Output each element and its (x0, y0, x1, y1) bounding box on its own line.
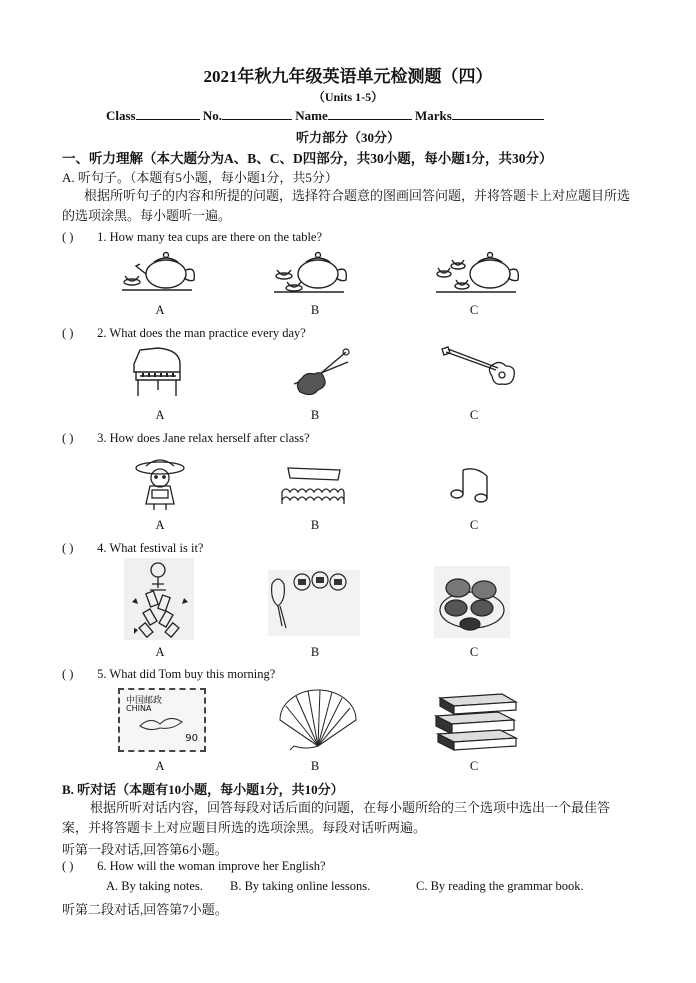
q6-choice-c[interactable]: C. By reading the grammar book. (416, 879, 584, 893)
answer-paren[interactable]: ( ) (62, 230, 74, 244)
question-text: 3. How does Jane relax herself after class? (97, 431, 310, 445)
question-5 (62, 667, 275, 682)
option-b-label: B (310, 645, 320, 659)
question-text: 2. What does the man practice every day? (97, 326, 306, 340)
marks-label: Marks (415, 108, 452, 123)
question-text: 4. What festival is it? (97, 541, 204, 555)
guitar-icon[interactable] (440, 346, 520, 396)
piano-icon[interactable] (128, 346, 188, 400)
stamp-country-en: CHINA (126, 704, 152, 713)
answer-paren[interactable]: ( ) (62, 859, 74, 873)
option-c-label: C (469, 759, 479, 773)
listening-section-title: 听力部分（30分） (295, 130, 400, 145)
question-3 (62, 431, 310, 446)
dialog-1-instruction: 听第一段对话,回答第6小题。 (62, 842, 228, 857)
question-text: 5. What did Tom buy this morning? (97, 667, 276, 681)
no-label: No. (202, 108, 223, 123)
student-info-line (106, 107, 544, 124)
question-2 (62, 326, 306, 341)
q6-choice-a[interactable]: A. By taking notes. (106, 879, 203, 893)
option-a-label: A (155, 518, 165, 532)
option-b-label: B (310, 759, 320, 773)
option-a-label: A (155, 645, 165, 659)
option-c-label: C (469, 518, 479, 532)
teapot-one-cup-icon[interactable] (118, 246, 198, 294)
mooncakes-icon[interactable] (434, 566, 510, 638)
option-b-label: B (310, 518, 320, 532)
question-text: 1. How many tea cups are there on the table? (97, 230, 323, 244)
part-one-heading: 一、听力理解（本大题分为A、B、C、D四部分，共30小题，每小题1分，共30分） (62, 151, 553, 166)
firecrackers-icon[interactable] (124, 558, 194, 640)
part-a-title: A. 听句子。（本题有5小题，每小题1分，共5分） (62, 170, 338, 185)
answer-paren[interactable]: ( ) (62, 326, 74, 340)
option-c-label: C (469, 303, 479, 317)
part-b-instructions: 根据所听对话内容，回答每段对话后面的问题，在每小题所给的三个选项中选出一个最佳答案，并将答题卡上对应题目所选的选项涂黑。每段对话听两遍。 (62, 800, 611, 835)
teapot-two-cups-icon[interactable] (270, 246, 350, 296)
option-c-label: C (469, 408, 479, 422)
question-6 (62, 859, 326, 874)
class-label: Class (106, 108, 136, 123)
teapot-three-cups-icon[interactable] (432, 246, 522, 296)
answer-paren[interactable]: ( ) (62, 667, 74, 681)
marks-blank[interactable] (452, 107, 544, 120)
name-blank[interactable] (328, 107, 412, 120)
question-4 (62, 541, 203, 556)
option-b-label: B (310, 408, 320, 422)
stamp-country-cn: 中国邮政 (126, 696, 163, 706)
page-subtitle: （Units 1-5） (312, 90, 384, 104)
answer-paren[interactable]: ( ) (62, 541, 74, 555)
question-text: 6. How will the woman improve her English? (97, 859, 326, 873)
name-label: Name (295, 108, 328, 123)
option-c-label: C (469, 645, 479, 659)
stamp-icon[interactable] (118, 688, 206, 752)
reading-girl-icon[interactable] (132, 456, 190, 512)
q6-choice-b[interactable]: B. By taking online lessons. (230, 879, 371, 893)
no-blank[interactable] (222, 107, 292, 120)
violin-icon[interactable] (290, 346, 352, 400)
stamp-value: 90 (185, 733, 198, 744)
stamp-bird-icon (136, 712, 186, 734)
lantern-icon[interactable] (268, 570, 360, 636)
option-a-label: A (155, 408, 165, 422)
music-note-icon[interactable] (448, 464, 492, 504)
fan-icon[interactable] (274, 688, 360, 752)
books-icon[interactable] (432, 690, 522, 752)
answer-paren[interactable]: ( ) (62, 431, 74, 445)
option-a-label: A (155, 759, 165, 773)
page-title: 2021年秋九年级英语单元检测题（四） (203, 67, 493, 86)
option-b-label: B (310, 303, 320, 317)
class-blank[interactable] (136, 107, 200, 120)
option-a-label: A (155, 303, 165, 317)
part-b-title: B. 听对话（本题有10小题，每小题1分，共10分） (62, 782, 344, 797)
part-a-instructions: 根据所听句子的内容和所提的问题，选择符合题意的图画回答问题，并将答题卡上对应题目所选的选项涂黑。每小题听一遍。 (62, 188, 631, 223)
dialog-2-instruction: 听第二段对话,回答第7小题。 (62, 902, 228, 917)
question-1 (62, 230, 322, 245)
cinema-icon[interactable] (280, 466, 346, 506)
